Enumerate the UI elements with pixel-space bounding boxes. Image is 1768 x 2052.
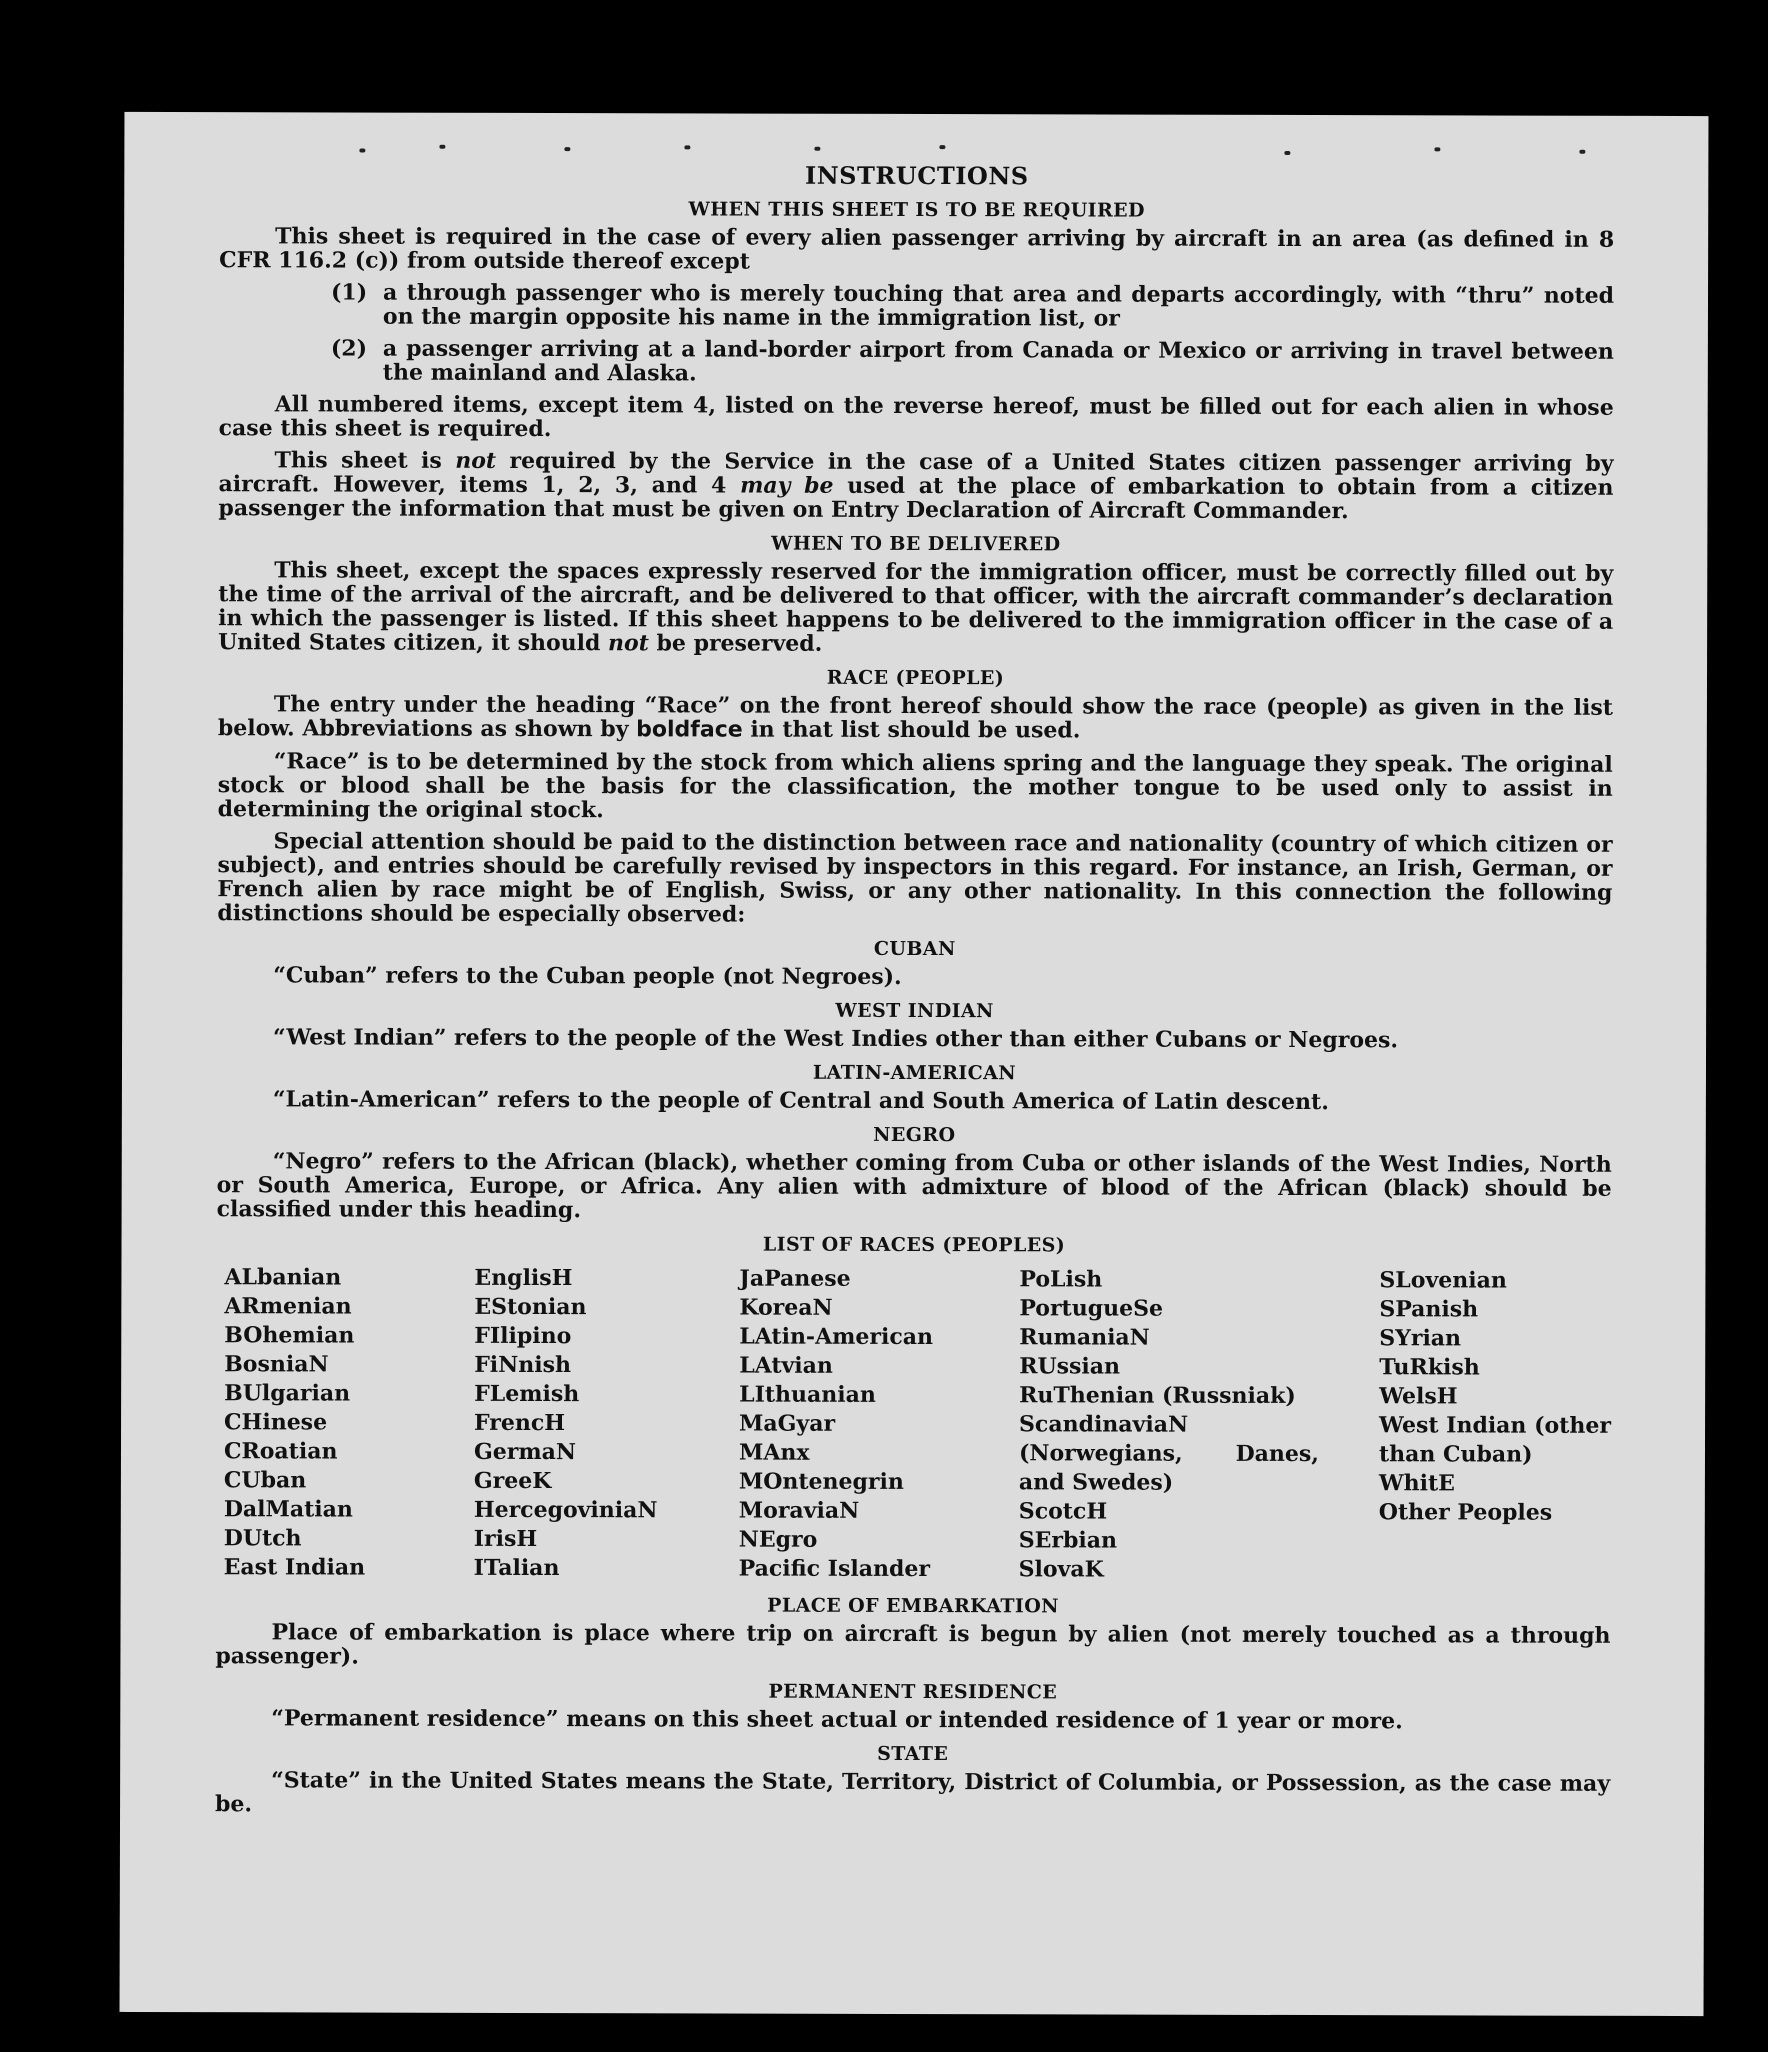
list-item: FiNnish	[474, 1351, 572, 1379]
list-item: FLemish	[474, 1380, 580, 1408]
paragraph-required-intro: This sheet is required in the case of every alien passenger arriving by aircraft in an area (as defined in 8 CFR 116.2 (c)) from outside thereof except	[219, 223, 1615, 275]
list-item: KoreaN	[739, 1294, 833, 1321]
list-item: SlovaK	[1018, 1556, 1104, 1583]
list-item: GermaN	[473, 1438, 577, 1466]
list-item: PoLish	[1019, 1266, 1103, 1293]
paragraph-latin-american: “Latin-American” refers to the people of Central and South America of Latin descent.	[272, 1086, 1329, 1116]
paragraph-numbered-items: All numbered items, except item 4, listed on the reverse hereof, must be filled out for each alien in whose case this sheet is required.	[218, 391, 1614, 443]
paragraph-citizen: This sheet is not required by the Service in the case of a United States citizen passenger arriving by aircraft. However, items 1, 2, 3, and 4 may be used at the place of embarkation to obtain from a citizen passenger the information that must be given on Entry Declaration of Aircraft Commander.	[218, 447, 1614, 525]
list-item: WelsH	[1379, 1383, 1458, 1410]
page-title: INSTRUCTIONS	[804, 160, 1029, 191]
paragraph-delivered: This sheet, except the spaces expressly reserved for the immigration officer, must be correctly filled out by the time of the arrival of the aircraft, and be delivered to that officer, with the aircraft commander’s declaration in which the passenger is listed. If this sheet happens to be delivered to the immigration officer in the case of a United States citizen, it should not be preserved.	[218, 557, 1614, 657]
heading-delivered: WHEN TO BE DELIVERED	[771, 532, 1061, 556]
paragraph-cuban: “Cuban” refers to the Cuban people (not Negroes).	[273, 962, 902, 990]
list-item: Other Peoples	[1378, 1499, 1553, 1526]
list-item: EnglisH	[474, 1264, 573, 1292]
list-item: RumaniaN	[1019, 1324, 1150, 1351]
list-item: ScandinaviaN (Norwegians, Danes, and Swedes)	[1018, 1411, 1320, 1496]
list-item: PortugueSe	[1019, 1295, 1164, 1322]
list-item: LAtvian	[739, 1352, 833, 1379]
races-column-1	[224, 1263, 475, 1583]
list-item: IrisH	[473, 1525, 538, 1553]
paragraph-race-3: Special attention should be paid to the distinction between race and nationality (country of which citizen or subject), and entries should be carefully revised by inspectors in this regard. For instance, an Irish, German, or French alien by race might be of English, Swiss, or any other nationality. In this connection the following distinctions should be especially observed:	[217, 828, 1613, 928]
list-item: ITalian	[473, 1554, 560, 1582]
paragraph-race-1: The entry under the heading “Race” on the front hereof should show the race (people) as given in the list below. Abbreviations as shown by boldface in that list should be used.	[217, 691, 1613, 744]
heading-required: WHEN THIS SHEET IS TO BE REQUIRED	[688, 198, 1145, 222]
paragraph-negro: “Negro” refers to the African (black), whether coming from Cuba or other islands of the West Indies, North or South America, Europe, or Africa. Any alien with admixture of blood of the African (black) should be classified under this heading.	[216, 1148, 1612, 1224]
list-item: SYrian	[1379, 1325, 1462, 1352]
heading-west-indian: WEST INDIAN	[835, 999, 994, 1023]
list-item: MoraviaN	[738, 1497, 860, 1524]
list-item: EStonian	[474, 1293, 587, 1321]
races-column-4	[1019, 1265, 1380, 1585]
list-item: DUtch	[223, 1525, 302, 1552]
list-item: SLovenian	[1379, 1267, 1507, 1294]
list-item: West Indian (other than Cuban)	[1378, 1412, 1611, 1468]
list-item: MaGyar	[739, 1410, 836, 1437]
list-item: FrencH	[474, 1409, 566, 1437]
heading-residence: PERMANENT RESIDENCE	[768, 1680, 1058, 1704]
list-item: East Indian	[223, 1554, 366, 1581]
list-item: (2) a passenger arriving at a land-border airport from Canada or Mexico or arriving in travel between the mainland and Alaska.	[330, 335, 1614, 387]
list-item: BOhemian	[224, 1322, 355, 1349]
list-item: ARmenian	[224, 1293, 352, 1320]
list-item: MAnx	[738, 1439, 810, 1466]
list-item: SPanish	[1379, 1296, 1479, 1323]
heading-embarkation: PLACE OF EMBARKATION	[767, 1594, 1059, 1618]
list-item: ScotcH	[1018, 1498, 1108, 1525]
list-item: HercegoviniaN	[473, 1496, 658, 1524]
heading-race: RACE (PEOPLE)	[826, 666, 1005, 690]
list-item: BUlgarian	[224, 1380, 351, 1407]
heading-list-of-races: LIST OF RACES (PEOPLES)	[762, 1233, 1066, 1257]
list-item: BosniaN	[224, 1351, 329, 1378]
list-item: GreeK	[473, 1467, 552, 1495]
races-list	[224, 1263, 1612, 1586]
document-page	[120, 112, 1709, 2016]
list-item: (1) a through passenger who is merely touching that area and departs accordingly, with “thru” noted on the margin opposite his name in the immigration list, or	[330, 279, 1615, 332]
paragraph-residence: “Permanent residence” means on this sheet actual or intended residence of 1 year or more.	[271, 1705, 1403, 1735]
list-item: CUban	[223, 1467, 307, 1494]
list-item: FIlipino	[474, 1322, 572, 1350]
list-item: DalMatian	[223, 1496, 353, 1523]
list-item: WhitE	[1378, 1470, 1455, 1497]
list-item: CHinese	[224, 1409, 328, 1436]
heading-state: STATE	[877, 1742, 949, 1766]
heading-latin-american: LATIN-AMERICAN	[812, 1061, 1017, 1085]
list-item: ALbanian	[224, 1264, 342, 1291]
races-column-5	[1379, 1266, 1620, 1586]
list-item: LAtin-American	[739, 1323, 934, 1351]
paragraph-west-indian: “West Indian” refers to the people of the West Indies other than either Cubans or Negroes.	[273, 1024, 1399, 1054]
list-item: NEgro	[738, 1526, 818, 1553]
list-item: RUssian	[1019, 1353, 1121, 1380]
list-item: LIthuanian	[739, 1381, 876, 1408]
list-item: CRoatian	[223, 1438, 338, 1465]
heading-cuban: CUBAN	[873, 937, 956, 961]
list-item: SErbian	[1018, 1527, 1118, 1554]
paragraph-embarkation: Place of embarkation is place where trip on aircraft is begun by alien (not merely touched as a through passenger).	[215, 1619, 1611, 1670]
list-item: TuRkish	[1379, 1354, 1480, 1381]
instructions-content	[215, 162, 1614, 1828]
paragraph-race-2: “Race” is to be determined by the stock from which aliens spring and the language they speak. The original stock or blood shall be the basis for the classification, the mother tongue to be used only to assist in determining the original stock.	[217, 748, 1613, 824]
list-item: Pacific Islander	[738, 1555, 930, 1583]
list-item: JaPanese	[739, 1265, 851, 1292]
races-column-2	[474, 1264, 740, 1584]
paragraph-state: “State” in the United States means the State, Territory, District of Columbia, or Possession, as the case may be.	[215, 1767, 1611, 1818]
races-column-3	[739, 1265, 1020, 1585]
list-item: RuThenian (Russniak)	[1019, 1382, 1296, 1410]
heading-negro: NEGRO	[873, 1123, 956, 1147]
list-item: MOntenegrin	[738, 1468, 904, 1495]
